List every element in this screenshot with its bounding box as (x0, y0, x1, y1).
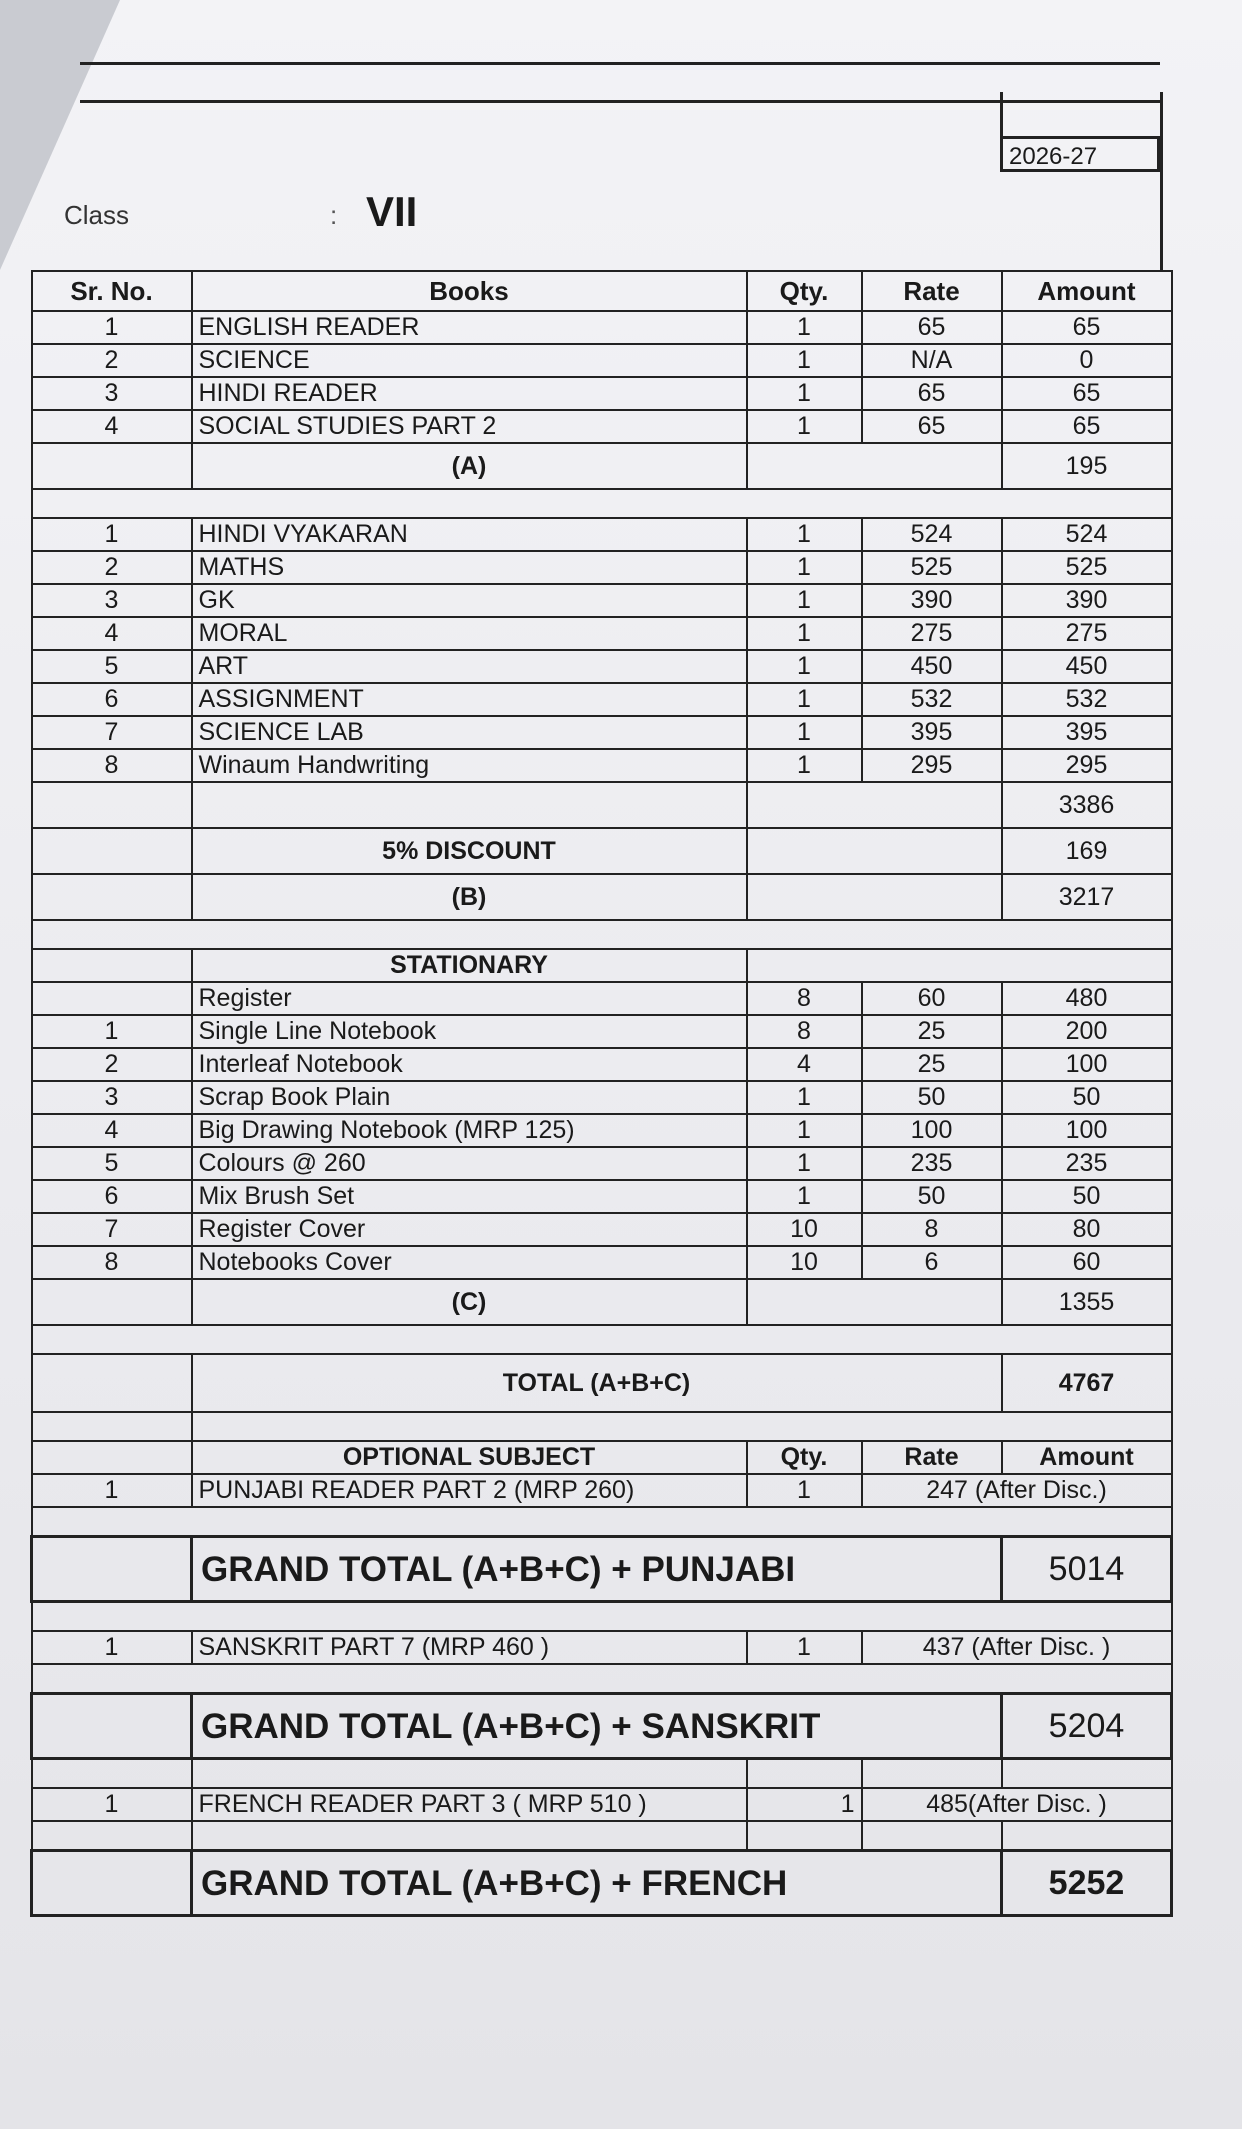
item-rate: 50 (862, 1180, 1002, 1213)
item-rate: 65 (862, 311, 1002, 344)
optional-qty-header: Qty. (747, 1441, 862, 1474)
item-amount: 60 (1002, 1246, 1172, 1279)
item-sr-no: 4 (32, 617, 192, 650)
item-rate: 100 (862, 1114, 1002, 1147)
spacer-row (32, 1412, 1172, 1441)
table-row (32, 584, 1172, 617)
item-amount: 65 (1002, 377, 1172, 410)
item-rate: 532 (862, 683, 1002, 716)
item-name: SCIENCE LAB (192, 716, 747, 749)
item-rate: 60 (862, 982, 1002, 1015)
class-label: Class (64, 200, 130, 230)
item-amount: 235 (1002, 1147, 1172, 1180)
item-name: SOCIAL STUDIES PART 2 (192, 410, 747, 443)
item-rate: 25 (862, 1048, 1002, 1081)
item-name: Interleaf Notebook (192, 1048, 747, 1081)
item-rate: 275 (862, 617, 1002, 650)
french-name: FRENCH READER PART 3 ( MRP 510 ) (192, 1788, 747, 1821)
section-b-rows (32, 518, 1172, 782)
item-qty: 1 (747, 1147, 862, 1180)
item-rate: 50 (862, 1081, 1002, 1114)
spacer-row (32, 1821, 1172, 1851)
item-amount: 100 (1002, 1114, 1172, 1147)
item-amount: 50 (1002, 1081, 1172, 1114)
item-amount: 200 (1002, 1015, 1172, 1048)
item-sr-no: 6 (32, 1180, 192, 1213)
sanskrit-sr: 1 (32, 1631, 192, 1664)
item-name: Big Drawing Notebook (MRP 125) (192, 1114, 747, 1147)
table-header (32, 271, 1172, 311)
item-rate: 25 (862, 1015, 1002, 1048)
item-sr-no: 2 (32, 1048, 192, 1081)
grand-total-french-label: GRAND TOTAL (A+B+C) + FRENCH (192, 1851, 1002, 1916)
item-rate: 8 (862, 1213, 1002, 1246)
table-row (32, 551, 1172, 584)
sanskrit-price: 437 (After Disc. ) (862, 1631, 1172, 1664)
class-colon: : (330, 200, 338, 230)
item-qty: 1 (747, 1081, 862, 1114)
stationary-heading: STATIONARY (192, 949, 747, 982)
table-row (32, 377, 1172, 410)
item-amount: 390 (1002, 584, 1172, 617)
item-name: SCIENCE (192, 344, 747, 377)
item-sr-no: 1 (32, 311, 192, 344)
class-value: VII (366, 188, 418, 235)
item-rate: 390 (862, 584, 1002, 617)
punjabi-price: 247 (After Disc.) (862, 1474, 1172, 1507)
item-name: ASSIGNMENT (192, 683, 747, 716)
item-qty: 1 (747, 344, 862, 377)
item-sr-no: 3 (32, 584, 192, 617)
item-rate: 524 (862, 518, 1002, 551)
section-b-total: 3217 (1002, 874, 1172, 920)
item-name: Colours @ 260 (192, 1147, 747, 1180)
french-qty: 1 (747, 1788, 862, 1821)
item-rate: 65 (862, 410, 1002, 443)
punjabi-qty: 1 (747, 1474, 862, 1507)
item-amount: 275 (1002, 617, 1172, 650)
punjabi-sr: 1 (32, 1474, 192, 1507)
table-row (32, 410, 1172, 443)
item-qty: 10 (747, 1246, 862, 1279)
item-sr-no: 6 (32, 683, 192, 716)
discount-row (32, 828, 1172, 874)
table-row (32, 1114, 1172, 1147)
item-rate: 450 (862, 650, 1002, 683)
table-row (32, 518, 1172, 551)
french-row (32, 1788, 1172, 1821)
item-sr-no: 3 (32, 377, 192, 410)
item-qty: 10 (747, 1213, 862, 1246)
item-sr-no: 5 (32, 1147, 192, 1180)
sanskrit-qty: 1 (747, 1631, 862, 1664)
section-a-total-row (32, 443, 1172, 489)
item-name: Scrap Book Plain (192, 1081, 747, 1114)
table-row (32, 617, 1172, 650)
item-sr-no: 8 (32, 749, 192, 782)
table-row (32, 311, 1172, 344)
item-qty: 8 (747, 1015, 862, 1048)
item-name: MORAL (192, 617, 747, 650)
section-a-label: (A) (192, 443, 747, 489)
item-name: ENGLISH READER (192, 311, 747, 344)
item-amount: 480 (1002, 982, 1172, 1015)
spacer-row (32, 1664, 1172, 1694)
total-label: TOTAL (A+B+C) (192, 1354, 1002, 1412)
item-sr-no: 1 (32, 518, 192, 551)
item-rate: 6 (862, 1246, 1002, 1279)
item-qty: 1 (747, 716, 862, 749)
item-amount: 0 (1002, 344, 1172, 377)
item-sr-no: 2 (32, 551, 192, 584)
item-qty: 1 (747, 551, 862, 584)
header-right-edge (1160, 92, 1163, 272)
item-qty: 1 (747, 1180, 862, 1213)
punjabi-row (32, 1474, 1172, 1507)
section-a-total: 195 (1002, 443, 1172, 489)
table-row (32, 344, 1172, 377)
item-amount: 524 (1002, 518, 1172, 551)
item-name: Winaum Handwriting (192, 749, 747, 782)
item-amount: 525 (1002, 551, 1172, 584)
table-row (32, 1147, 1172, 1180)
session-year: 2026-27 (1000, 136, 1160, 172)
item-qty: 8 (747, 982, 862, 1015)
section-c-total: 1355 (1002, 1279, 1172, 1325)
section-c-total-row (32, 1279, 1172, 1325)
spacer-row (32, 1325, 1172, 1354)
spacer-row (32, 1507, 1172, 1537)
item-name: HINDI READER (192, 377, 747, 410)
grand-total-punjabi-row (32, 1537, 1172, 1602)
table-row (32, 982, 1172, 1015)
spacer-row (32, 920, 1172, 949)
item-sr-no: 4 (32, 410, 192, 443)
table-row (32, 1180, 1172, 1213)
punjabi-name: PUNJABI READER PART 2 (MRP 260) (192, 1474, 747, 1507)
item-sr-no: 7 (32, 716, 192, 749)
optional-rate-header: Rate (862, 1441, 1002, 1474)
item-qty: 1 (747, 518, 862, 551)
item-name: GK (192, 584, 747, 617)
section-b-total-row (32, 874, 1172, 920)
item-qty: 1 (747, 377, 862, 410)
item-name: Register Cover (192, 1213, 747, 1246)
spacer-row (32, 1602, 1172, 1632)
item-rate: N/A (862, 344, 1002, 377)
item-qty: 1 (747, 749, 862, 782)
stationary-heading-row (32, 949, 1172, 982)
section-b-label: (B) (192, 874, 747, 920)
grand-total-punjabi-value: 5014 (1002, 1537, 1172, 1602)
total-value: 4767 (1002, 1354, 1172, 1412)
item-name: MATHS (192, 551, 747, 584)
grand-total-french-row (32, 1851, 1172, 1916)
header-second-line (80, 100, 1160, 103)
item-sr-no (32, 982, 192, 1015)
item-amount: 65 (1002, 311, 1172, 344)
discount-amount: 169 (1002, 828, 1172, 874)
grand-total-sanskrit-label: GRAND TOTAL (A+B+C) + SANSKRIT (192, 1694, 1002, 1759)
table-row (32, 1015, 1172, 1048)
total-row (32, 1354, 1172, 1412)
item-qty: 1 (747, 584, 862, 617)
section-b-subtotal-row (32, 782, 1172, 828)
sanskrit-name: SANSKRIT PART 7 (MRP 460 ) (192, 1631, 747, 1664)
item-rate: 395 (862, 716, 1002, 749)
book-list-table (30, 270, 1173, 1917)
item-name: HINDI VYAKARAN (192, 518, 747, 551)
item-qty: 1 (747, 650, 862, 683)
item-qty: 1 (747, 1114, 862, 1147)
spacer-row (32, 1759, 1172, 1789)
item-sr-no: 1 (32, 1015, 192, 1048)
section-a-rows (32, 311, 1172, 443)
item-name: ART (192, 650, 747, 683)
header-qty: Qty. (747, 271, 862, 311)
item-amount: 450 (1002, 650, 1172, 683)
grand-total-french-value: 5252 (1002, 1851, 1172, 1916)
table-row (32, 749, 1172, 782)
section-b-subtotal: 3386 (1002, 782, 1172, 828)
grand-total-punjabi-label: GRAND TOTAL (A+B+C) + PUNJABI (192, 1537, 1002, 1602)
item-name: Register (192, 982, 747, 1015)
item-qty: 1 (747, 617, 862, 650)
item-amount: 295 (1002, 749, 1172, 782)
spacer-row (32, 489, 1172, 518)
optional-header-row (32, 1441, 1172, 1474)
item-amount: 65 (1002, 410, 1172, 443)
header-rate: Rate (862, 271, 1002, 311)
item-sr-no: 3 (32, 1081, 192, 1114)
section-c-label: (C) (192, 1279, 747, 1325)
item-sr-no: 8 (32, 1246, 192, 1279)
table-row (32, 650, 1172, 683)
item-qty: 4 (747, 1048, 862, 1081)
item-rate: 295 (862, 749, 1002, 782)
grand-total-sanskrit-value: 5204 (1002, 1694, 1172, 1759)
item-rate: 65 (862, 377, 1002, 410)
header-top-line (80, 62, 1160, 65)
sanskrit-row (32, 1631, 1172, 1664)
table-row (32, 1048, 1172, 1081)
optional-heading: OPTIONAL SUBJECT (192, 1441, 747, 1474)
item-sr-no: 4 (32, 1114, 192, 1147)
item-name: Notebooks Cover (192, 1246, 747, 1279)
item-amount: 532 (1002, 683, 1172, 716)
header-sr-no: Sr. No. (32, 271, 192, 311)
item-qty: 1 (747, 410, 862, 443)
item-amount: 50 (1002, 1180, 1172, 1213)
item-qty: 1 (747, 311, 862, 344)
discount-label: 5% DISCOUNT (192, 828, 747, 874)
item-rate: 525 (862, 551, 1002, 584)
table-row (32, 683, 1172, 716)
item-qty: 1 (747, 683, 862, 716)
header-amount: Amount (1002, 271, 1172, 311)
french-price: 485(After Disc. ) (862, 1788, 1172, 1821)
grand-total-sanskrit-row (32, 1694, 1172, 1759)
table-row (32, 1081, 1172, 1114)
item-amount: 395 (1002, 716, 1172, 749)
item-rate: 235 (862, 1147, 1002, 1180)
item-name: Single Line Notebook (192, 1015, 747, 1048)
item-amount: 100 (1002, 1048, 1172, 1081)
section-c-rows (32, 982, 1172, 1279)
item-sr-no: 2 (32, 344, 192, 377)
table-row (32, 1246, 1172, 1279)
french-sr: 1 (32, 1788, 192, 1821)
item-sr-no: 5 (32, 650, 192, 683)
header-books: Books (192, 271, 747, 311)
table-row (32, 1213, 1172, 1246)
optional-amount-header: Amount (1002, 1441, 1172, 1474)
item-sr-no: 7 (32, 1213, 192, 1246)
item-amount: 80 (1002, 1213, 1172, 1246)
item-name: Mix Brush Set (192, 1180, 747, 1213)
table-row (32, 716, 1172, 749)
